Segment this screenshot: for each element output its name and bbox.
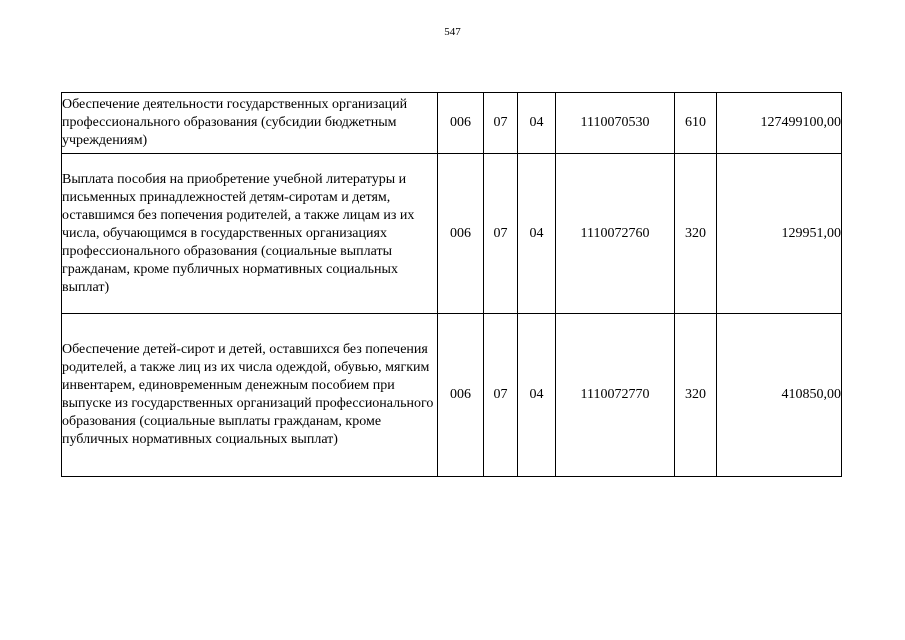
expense-type-code: 320 xyxy=(675,314,717,477)
subsection-code: 04 xyxy=(518,314,556,477)
expense-type-code: 320 xyxy=(675,154,717,314)
table-row xyxy=(62,154,842,314)
section-code: 07 xyxy=(484,314,518,477)
row-description: Обеспечение детей-сирот и детей, оставшихся без попечения родителей, а также лиц из их числа одеждой, обувью, мягким инвентарем, единовременным денежным пособием при выпуске из государственных организаций профессионального образования (социальные выплаты гражданам, кроме публичных нормативных социальных выплат) xyxy=(62,314,438,477)
section-code: 07 xyxy=(484,93,518,154)
ministry-code: 006 xyxy=(438,154,484,314)
target-article-code: 1110072770 xyxy=(556,314,675,477)
row-description: Выплата пособия на приобретение учебной литературы и письменных принадлежностей детям-сиротам и детям, оставшимся без попечения родителей, а также лицам из их числа, обучающимся в государственных организациях профессионального образования (социальные выплаты гражданам, кроме публичных нормативных социальных выплат) xyxy=(62,154,438,314)
section-code: 07 xyxy=(484,154,518,314)
expense-type-code: 610 xyxy=(675,93,717,154)
budget-table xyxy=(61,92,842,477)
subsection-code: 04 xyxy=(518,154,556,314)
amount: 410850,00 xyxy=(717,314,842,477)
ministry-code: 006 xyxy=(438,314,484,477)
table-row xyxy=(62,314,842,477)
target-article-code: 1110072760 xyxy=(556,154,675,314)
table-row xyxy=(62,93,842,154)
ministry-code: 006 xyxy=(438,93,484,154)
subsection-code: 04 xyxy=(518,93,556,154)
amount: 129951,00 xyxy=(717,154,842,314)
target-article-code: 1110070530 xyxy=(556,93,675,154)
page-number: 547 xyxy=(444,26,461,38)
row-description: Обеспечение деятельности государственных организаций профессионального образования (субсидии бюджетным учреждениям) xyxy=(62,93,438,154)
amount: 127499100,00 xyxy=(717,93,842,154)
